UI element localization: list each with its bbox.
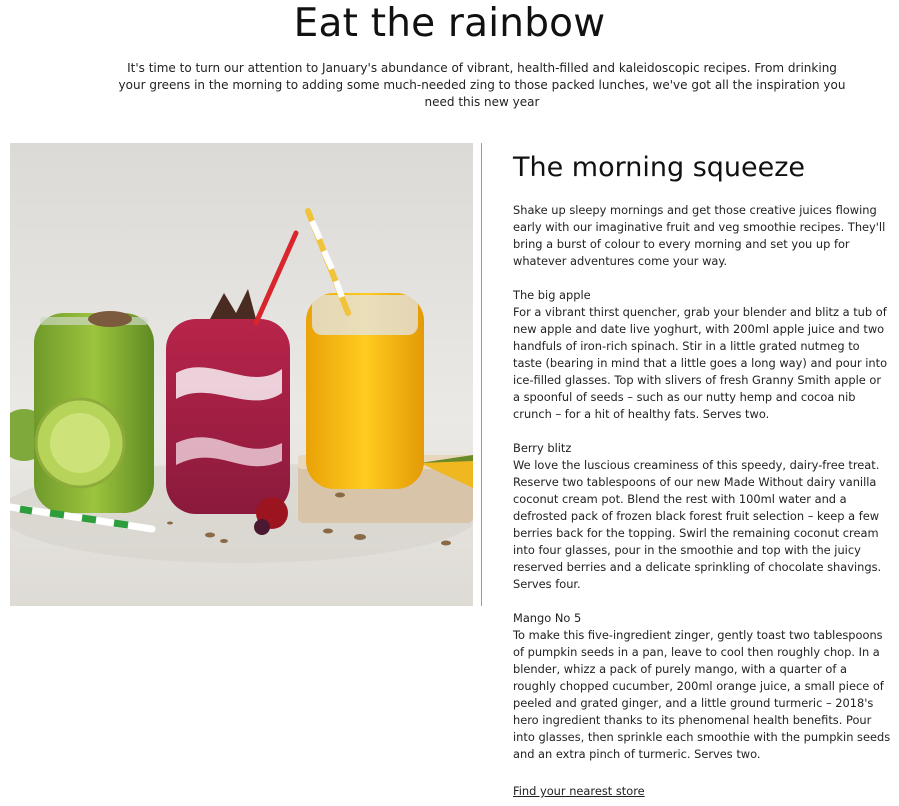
- recipe-mango-no-5: [513, 610, 891, 763]
- smoothie-jars-photo: [10, 143, 473, 606]
- recipe-big-apple: [513, 287, 891, 423]
- article-lead: Shake up sleepy mornings and get those creative juices flowing early with our imaginative fruit and veg smoothie recipes. They'll bring a burst of colour to every morning and set you up for whatever adventures come your way.: [513, 203, 886, 268]
- intro-text: It's time to turn our attention to January's abundance of vibrant, health-filled and kaleidoscopic recipes. From drinking your greens in the morning to adding some much-needed zing to those packed lunches, we've got all the inspiration you need this new year: [118, 61, 846, 109]
- mango-smoothie-jar: [306, 293, 424, 489]
- column-divider: [481, 143, 482, 606]
- page-title: Eat the rainbow: [293, 1, 606, 46]
- recipe-name: Berry blitz: [513, 441, 572, 455]
- find-store-link[interactable]: Find your nearest store: [513, 784, 645, 798]
- green-smoothie-jar: [34, 311, 154, 513]
- section-title: The morning squeeze: [513, 152, 806, 183]
- smoothie-photo-illustration: [10, 143, 473, 606]
- article-column: [513, 150, 891, 800]
- recipe-berry-blitz: [513, 440, 891, 593]
- berry-smoothie-jar: [166, 289, 290, 514]
- recipe-body: We love the luscious creaminess of this speedy, dairy-free treat. Reserve two tablespoons of our new Made Without dairy vanilla coconut cream pot. Blend the rest with 100ml water and a defrosted pack of frozen black forest fruit selection – keep a few berries back for the topping. Swirl the remaining coconut cream into four glasses, pour in the smoothie and top with the juicy reserved berries and a delicate sprinkling of chocolate shavings. Serves four.: [513, 458, 882, 591]
- recipe-name: Mango No 5: [513, 611, 582, 625]
- recipe-body: To make this five-ingredient zinger, gently toast two tablespoons of pumpkin seeds in a pan, leave to cool then roughly chop. In a blender, whizz a pack of purely mango, with a quarter of a roughly chopped cucumber, 200ml orange juice, a small piece of peeled and grated ginger, and a little ground turmeric – 2018's hero ingredient thanks to its phenomenal health benefits. Pour into glasses, then sprinkle each smoothie with the pumpkin seeds and an extra pinch of turmeric. Serves two.: [513, 628, 891, 761]
- recipe-body: For a vibrant thirst quencher, grab your blender and blitz a tub of new apple and date live yoghurt, with 200ml apple juice and two handfuls of iron-rich spinach. Stir in a little grated nutmeg to taste (bearing in mind that a little goes a long way) and pour into ice-filled glasses. Top with slivers of fresh Granny Smith apple or a spoonful of seeds – such as our nutty hemp and cocoa nib crunch – for a hit of healthy fats. Serves two.: [513, 305, 888, 421]
- recipe-name: The big apple: [513, 288, 591, 302]
